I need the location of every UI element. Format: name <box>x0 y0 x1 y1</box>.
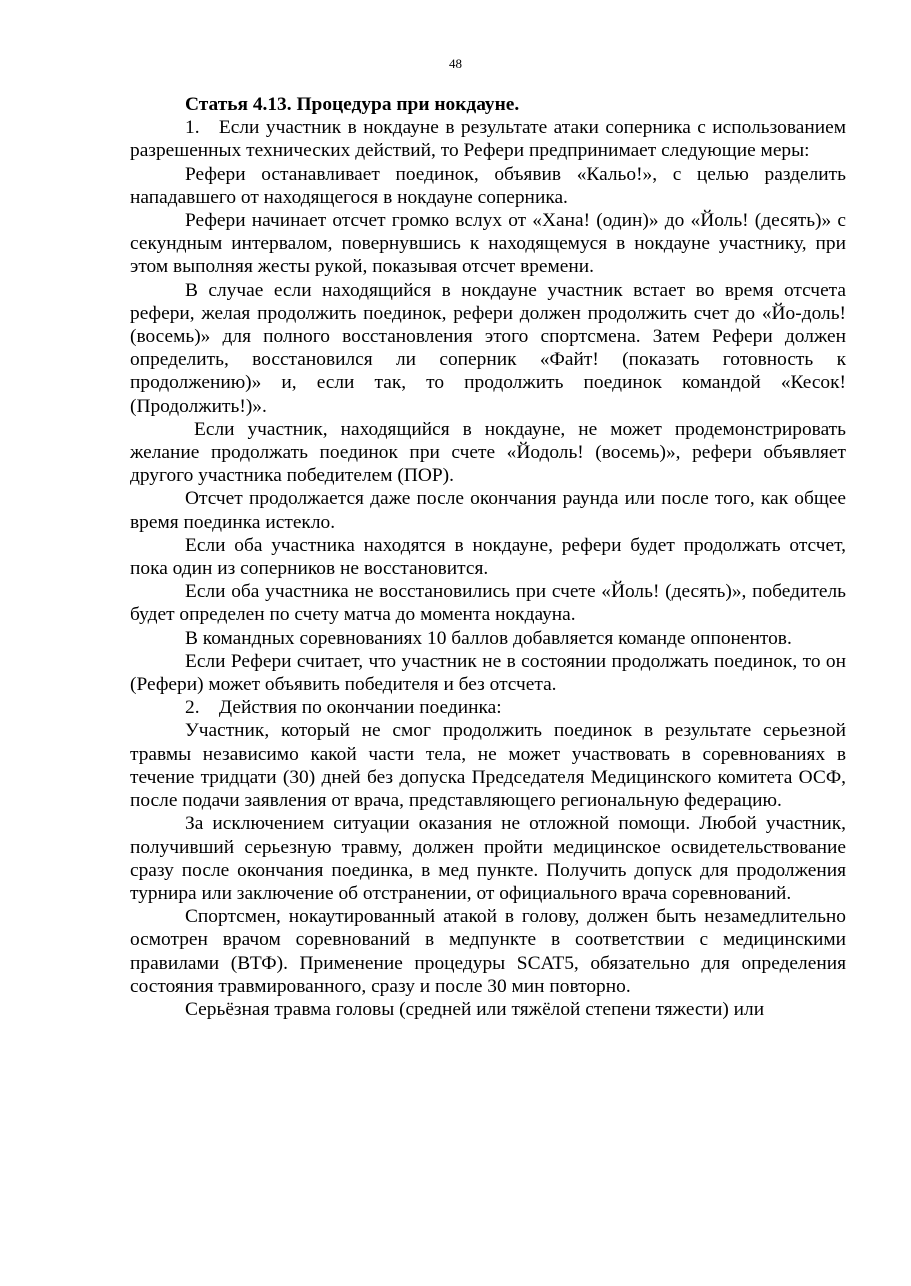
paragraph-8: Если оба участника не восстановились при счете «Йоль! (десять)», победитель будет определен по счету матча до момента нокдауна. <box>130 581 846 626</box>
paragraph-3: Рефери начинает отсчет громко вслух от «Хана! (один)» до «Йоль! (десять)» с секундным интервалом, повернувшись к находящемуся в нокдауне участнику, при этом выполняя жесты рукой, показывая отсчет времени. <box>130 210 846 278</box>
paragraph-15: Серьёзная травма головы (средней или тяжёлой степени тяжести) или <box>185 998 765 1020</box>
paragraph-14: Спортсмен, нокаутированный атакой в голову, должен быть незамедлительно осмотрен врачом соревнований в медпункте в соответствии с медицинскими правилами (ВТФ). Применение процедуры SCAT5, обязательно для определения состояния травмированного, сразу и после 30 мин повторно. <box>130 906 846 997</box>
article-body <box>130 93 846 1021</box>
paragraph-5: Если участник, находящийся в нокдауне, не может продемонстрировать желание продолжать поединок при счете «Йодоль! (восемь)», рефери объявляет другого участника победителем (ПОР). <box>130 418 846 487</box>
paragraph-2: Рефери останавливает поединок, объявив «Кальо!», с целью разделить нападавшего от находящегося в нокдауне соперника. <box>130 163 846 208</box>
paragraph-9: В командных соревнованиях 10 баллов добавляется команде оппонентов. <box>185 627 792 649</box>
paragraph-12: Участник, который не смог продолжить поединок в результате серьезной травмы независимо какой части тела, не может участвовать в соревнованиях в течение тридцати (30) дней без допуска Председателя Медицинского комитета ОСФ, после подачи заявления от врача, представляющего региональную федерацию. <box>130 720 846 812</box>
paragraph-11: 2. Действия по окончании поединка: <box>185 697 502 719</box>
paragraph-13: За исключением ситуации оказания не отложной помощи. Любой участник, получивший серьезную травму, должен пройти медицинское освидетельствование сразу после окончания поединка, в мед пункте. Получить допуск для продолжения турнира или заключение об отстранении, от официального врача соревнований. <box>130 813 846 904</box>
page-number: 48 <box>449 56 462 71</box>
paragraph-7: Если оба участника находятся в нокдауне, рефери будет продолжать отсчет, пока один из соперников не восстановится. <box>130 534 846 580</box>
paragraph-10: Если Рефери считает, что участник не в состоянии продолжать поединок, то он (Рефери) может объявить победителя и без отсчета. <box>130 650 846 696</box>
paragraph-4: В случае если находящийся в нокдауне участник встает во время отсчета рефери, желая продолжить поединок, рефери должен продолжить счет до «Йо-доль! (восемь)» для полного восстановления этого спортсмена. Затем Рефери должен определить, восстановился ли соперник «Файт! (показать готовность к продолжению)» и, если так, то продолжить поединок командой «Кесок! (Продолжить!)». <box>130 279 846 417</box>
paragraph-6: Отсчет продолжается даже после окончания раунда или после того, как общее время поединка истекло. <box>130 488 846 533</box>
article-heading: Статья 4.13. Процедура при нокдауне. <box>185 94 520 115</box>
paragraph-1: 1. Если участник в нокдауне в результате атаки соперника с использованием разрешенных технических действий, то Рефери предпринимает следующие меры: <box>130 117 846 162</box>
